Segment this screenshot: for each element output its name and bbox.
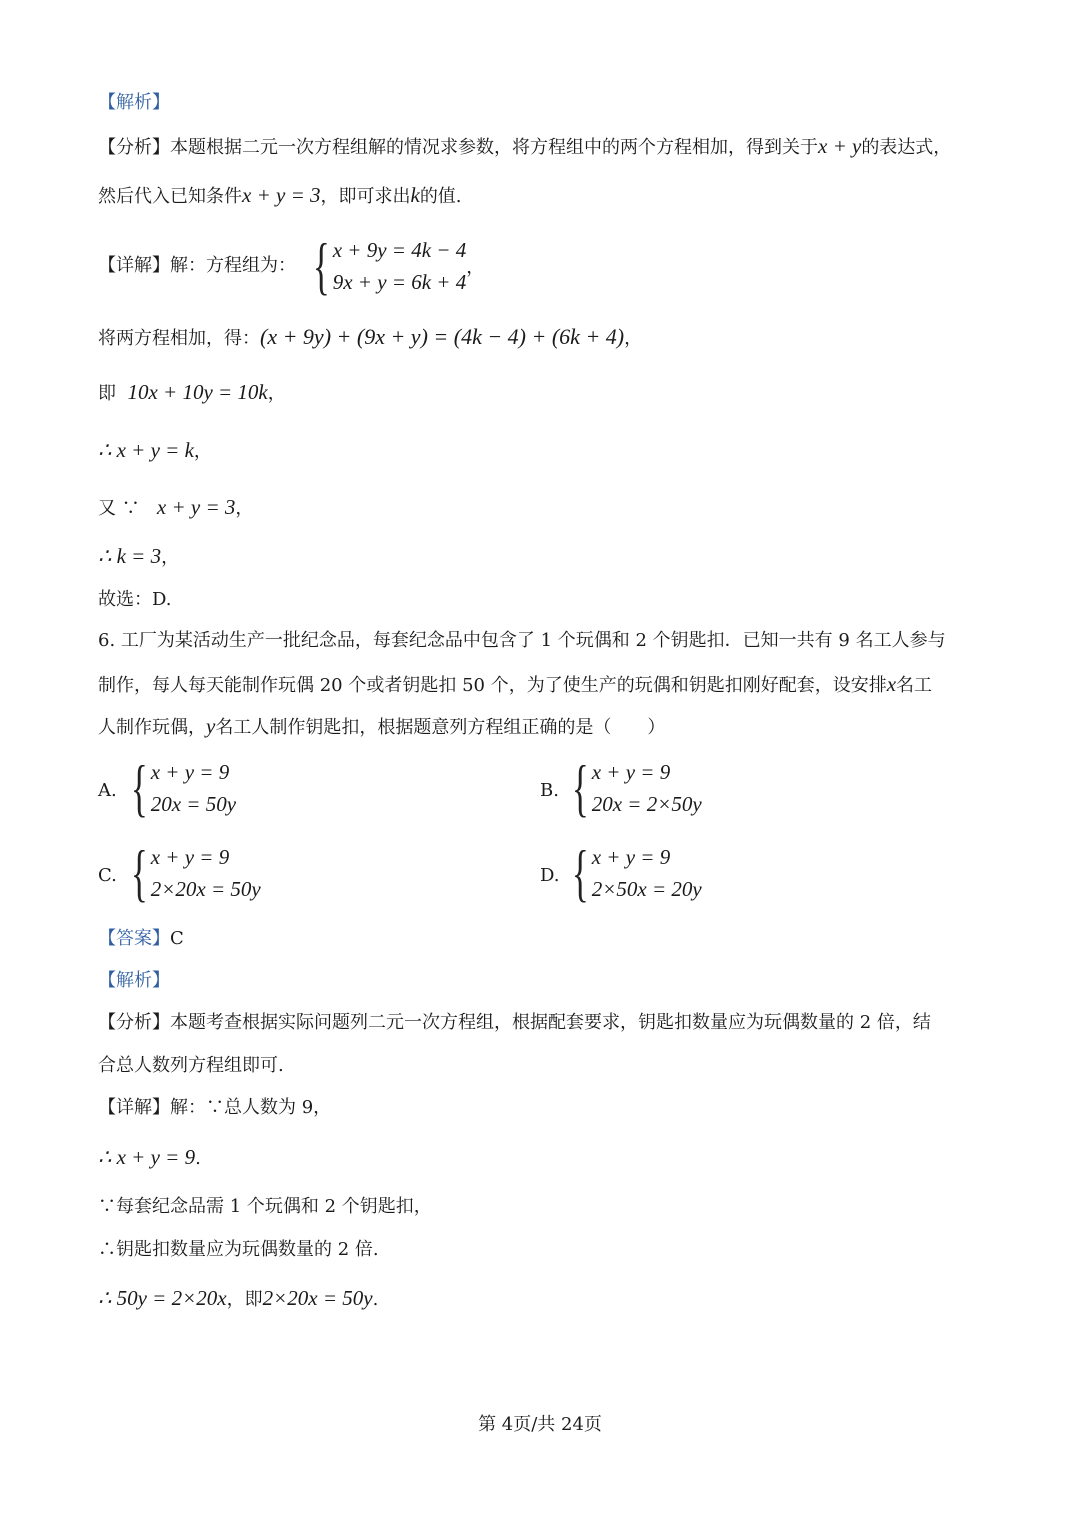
- option-c-system: [124, 837, 261, 908]
- analysis-text: 本题根据二元一次方程组解的情况求参数，将方程组中的两个方程相加，得到关于: [170, 137, 818, 158]
- punctuation: ，: [193, 441, 212, 462]
- p5-because-line: [98, 494, 982, 522]
- text: 名工: [896, 675, 933, 696]
- answer-tag: 【答案】: [98, 928, 170, 949]
- math-expr: (x + 9y) + (9x + y) = (4k − 4) + (6k + 4): [260, 324, 625, 349]
- option-c-label: C.: [98, 865, 117, 886]
- punctuation: ，: [267, 383, 286, 404]
- math-expr: k: [410, 183, 420, 207]
- p5-analysis-line2: [98, 182, 982, 210]
- option-b-label: B.: [540, 780, 559, 801]
- punctuation: ，: [161, 547, 180, 568]
- text: 将两方程相加，得：: [98, 328, 260, 349]
- brace-icon: {: [312, 230, 330, 301]
- option-d-system: [565, 837, 702, 908]
- text: 即: [98, 383, 116, 404]
- p5-therefore-line2: [98, 543, 982, 571]
- q6-stem-line3: [98, 713, 982, 741]
- analysis-text: ，即可求出: [320, 186, 411, 207]
- q6-stem-line1: 6. 工厂为某活动生产一批纪念品，每套纪念品中包含了 1 个玩偶和 2 个钥匙扣．已知一共有 9 名工人参与: [98, 630, 946, 651]
- punctuation: ，: [235, 498, 254, 519]
- analysis-text: 本题考查根据实际问题列二元一次方程组，根据配套要求，钥匙扣数量应为玩偶数量的 2 倍，结: [170, 1012, 931, 1033]
- p5-detail-line: [98, 253, 982, 279]
- detail-text: 解：方程组为：: [170, 255, 296, 276]
- text: 名工人制作钥匙扣，根据题意列方程组正确的是（ ）: [215, 717, 666, 738]
- brace-icon: {: [130, 752, 148, 823]
- jiexi-heading: 【解析】: [98, 970, 170, 991]
- p5-ji-line: [98, 379, 982, 407]
- math-expr: 10x + 10y = 10k: [127, 380, 268, 404]
- math-expr: 2×20x = 50y: [262, 1286, 373, 1310]
- brace-icon: {: [571, 837, 589, 908]
- option-a-system: [124, 752, 237, 823]
- punctuation: ，: [466, 257, 485, 278]
- punctuation: .: [195, 1148, 201, 1169]
- q6-because-line: ∵每套纪念品需 1 个玩偶和 2 个钥匙扣，: [98, 1196, 432, 1217]
- math-expr: ∴ x + y = 9: [98, 1145, 196, 1169]
- equation-row: x + y = 9: [591, 760, 671, 784]
- option-a-label: A.: [98, 780, 117, 801]
- text: 制作，每人每天能制作玩偶 20 个或者钥匙扣 50 个，为了使生产的玩偶和钥匙扣刚好配套，设安排: [98, 675, 887, 696]
- option-d-label: D.: [540, 865, 560, 886]
- text: 又 ∵: [98, 498, 140, 519]
- math-expr: x + y: [818, 134, 862, 158]
- punctuation: ，: [624, 328, 643, 349]
- analysis-text: 的表达式，: [861, 137, 952, 158]
- equation-row: x + y = 9: [150, 760, 230, 784]
- math-var: x: [886, 672, 897, 696]
- brace-icon: {: [130, 837, 148, 908]
- equation-row: x + y = 9: [150, 845, 230, 869]
- p5-therefore-line1: [98, 437, 982, 465]
- math-expr: ∴ 50y = 2×20x: [98, 1286, 227, 1310]
- option-b-system: [565, 752, 702, 823]
- q6-therefore-line2: ∴钥匙扣数量应为玩偶数量的 2 倍.: [98, 1239, 379, 1260]
- equation-row: 20x = 2×50y: [591, 792, 702, 816]
- equation-row: 20x = 50y: [150, 792, 237, 816]
- detail-tag: 【详解】: [98, 1097, 170, 1118]
- equation-row: 9x + y = 6k + 4: [332, 270, 467, 294]
- equation-row: x + 9y = 4k − 4: [332, 238, 467, 262]
- text: ，即: [226, 1289, 263, 1310]
- detail-text: 解：∵总人数为 9，: [170, 1097, 332, 1118]
- analysis-tag: 【分析】: [98, 137, 170, 158]
- p5-choice-line: 故选：D.: [98, 589, 172, 610]
- q6-answer-line: [98, 926, 982, 952]
- equation-row: 2×20x = 50y: [150, 877, 261, 901]
- analysis-text: 的值.: [419, 186, 462, 207]
- punctuation: .: [372, 1289, 379, 1310]
- math-var: y: [206, 714, 216, 738]
- math-expr: x + y = 3: [242, 183, 321, 207]
- q6-detail-line: [98, 1095, 982, 1121]
- q6-analysis-line1: [98, 1010, 982, 1036]
- p5-analysis-line1: [98, 133, 982, 161]
- detail-tag: 【详解】: [98, 255, 170, 276]
- q6-therefore-line1: [98, 1144, 982, 1172]
- p5-add-line: [98, 324, 982, 352]
- page-number-footer: 第 4页/共 24页: [478, 1414, 602, 1435]
- math-expr: ∴ k = 3: [98, 544, 162, 568]
- equation-row: x + y = 9: [591, 845, 671, 869]
- analysis-text: 然后代入已知条件: [98, 186, 242, 207]
- equation-system: [306, 230, 485, 301]
- text: 人制作玩偶，: [98, 717, 206, 738]
- jiexi-heading: 【解析】: [98, 92, 170, 113]
- q6-stem-line2: [98, 671, 982, 699]
- q6-analysis-line2: 合总人数列方程组即可.: [98, 1055, 284, 1076]
- equation-row: 2×50x = 20y: [591, 877, 702, 901]
- analysis-tag: 【分析】: [98, 1012, 170, 1033]
- math-expr: x + y = 3: [156, 495, 236, 519]
- q6-therefore-line3: [98, 1285, 982, 1313]
- answer-value: C: [170, 928, 184, 949]
- math-expr: ∴ x + y = k: [98, 438, 194, 462]
- brace-icon: {: [571, 752, 589, 823]
